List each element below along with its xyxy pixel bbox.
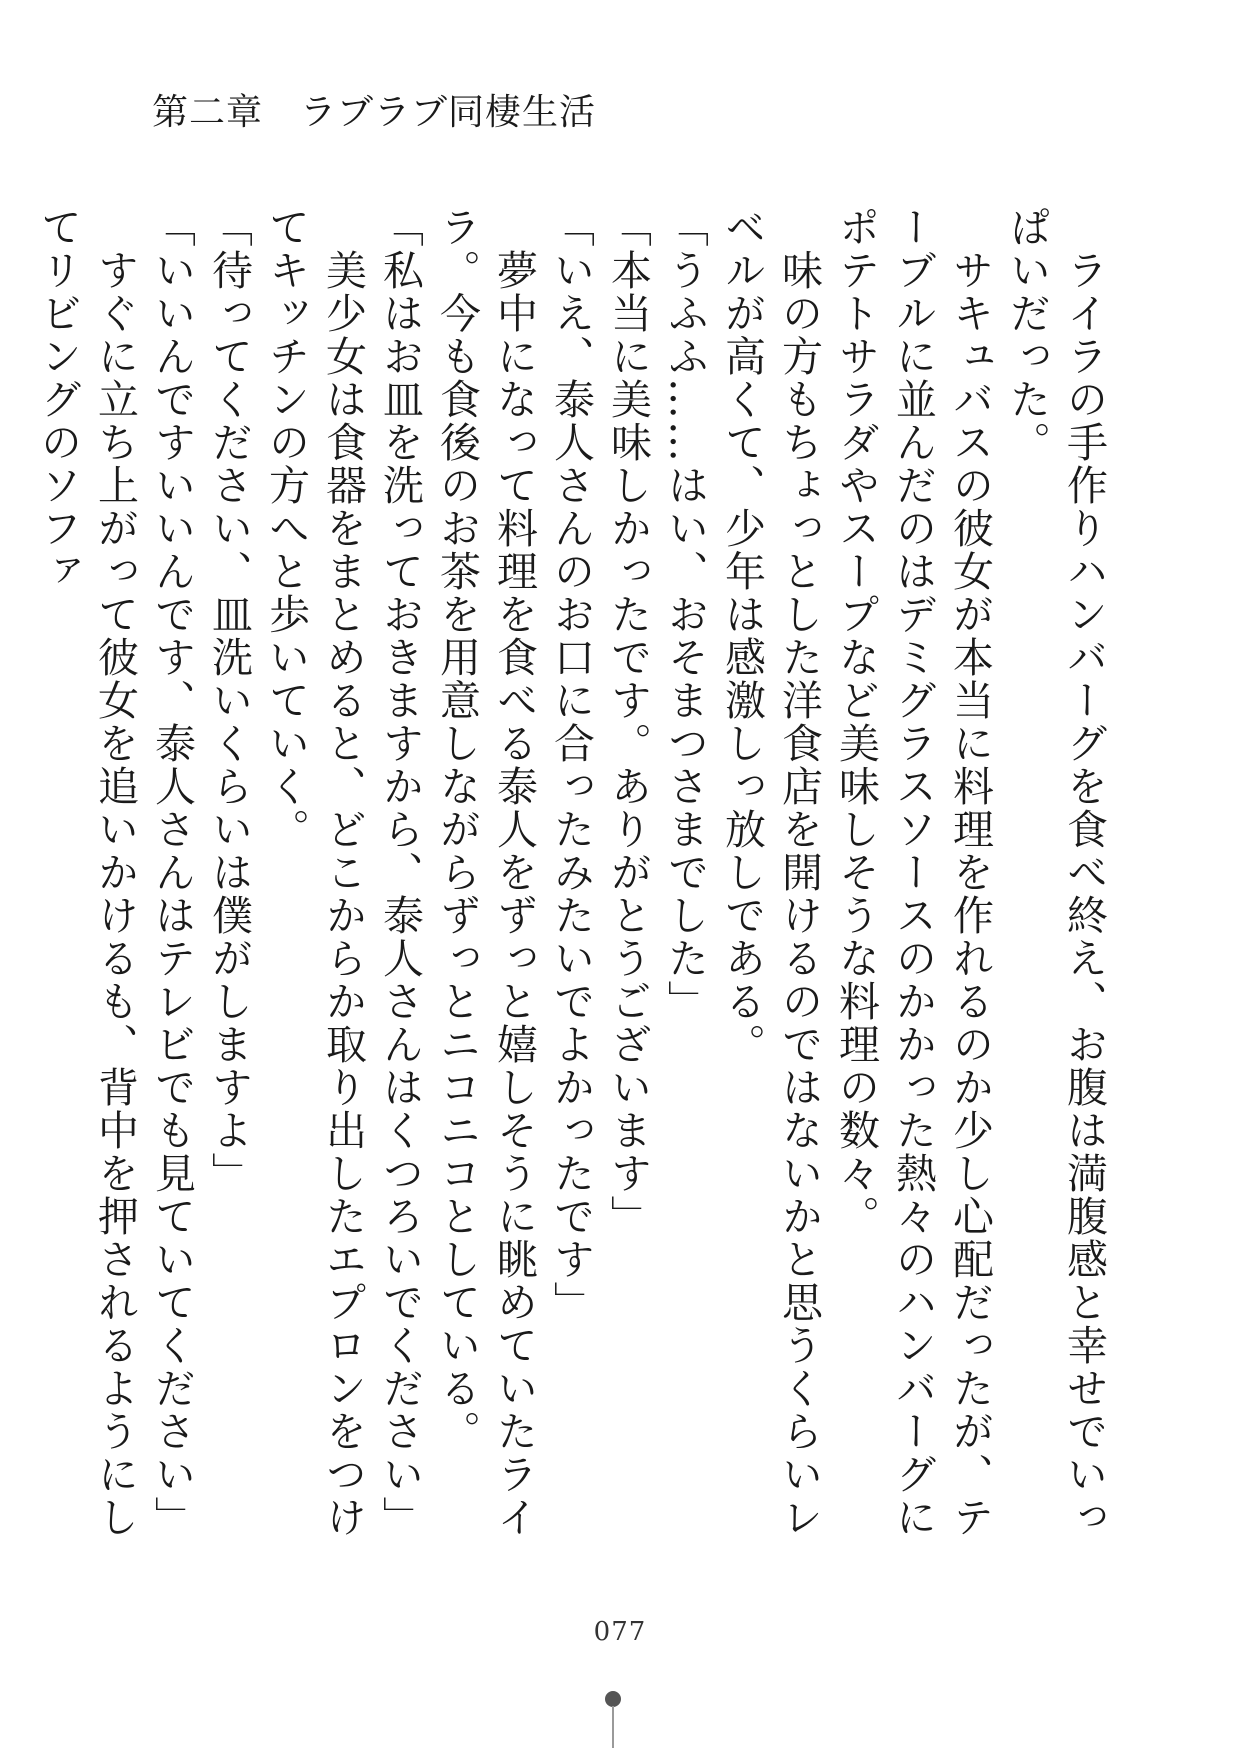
paragraph: 美少女は食器をまとめると、どこからか取り出したエプロンをつけてキッチンの方へと歩いていく。 xyxy=(262,206,367,1539)
body-text xyxy=(29,206,1112,1556)
dialogue-line: 「本当に美味しかったです。ありがとうございます」 xyxy=(604,206,652,1238)
paragraph: ライラの手作りハンバーグを食べ終え、お腹は満腹感と幸せでいっぱいだった。 xyxy=(1003,206,1108,1539)
dialogue-line: 「いえ、泰人さんのお口に合ったみたいでよかったです」 xyxy=(547,206,595,1324)
paragraph: 味の方もちょっとした洋食店を開けるのではないかと思うくらいレベルが高くて、少年は感激しっ放しである。 xyxy=(718,206,823,1539)
paragraph: サキュバスの彼女が本当に料理を作れるのか少し心配だったが、テーブルに並んだのはデミグラスソースのかかった熱々のハンバーグにポテトサラダやスープなど美味しそうな料理の数々。 xyxy=(832,206,994,1539)
paragraph: 夢中になって料理を食べる泰人をずっと嬉しそうに眺めていたライラ。今も食後のお茶を用意しながらずっとニコニコとしている。 xyxy=(433,206,538,1539)
running-head: 第二章 ラブラブ同棲生活 xyxy=(152,92,597,133)
page-marker-dot xyxy=(605,1691,621,1707)
page-marker-line xyxy=(612,1706,614,1748)
dialogue-line: 「いいんですいいんです、泰人さんはテレビでも見ていてください」 xyxy=(148,206,196,1539)
dialogue-line: 「うふふ……はい、おそまつさまでした」 xyxy=(661,206,709,1023)
dialogue-line: 「私はお皿を洗っておきますから、泰人さんはくつろいでください」 xyxy=(376,206,424,1539)
paragraph: すぐに立ち上がって彼女を追いかけるも、背中を押されるようにしてリビングのソファ xyxy=(34,206,139,1539)
page-number: 077 xyxy=(593,1617,647,1647)
dialogue-line: 「待ってください、皿洗いくらいは僕がしますよ」 xyxy=(205,206,253,1195)
